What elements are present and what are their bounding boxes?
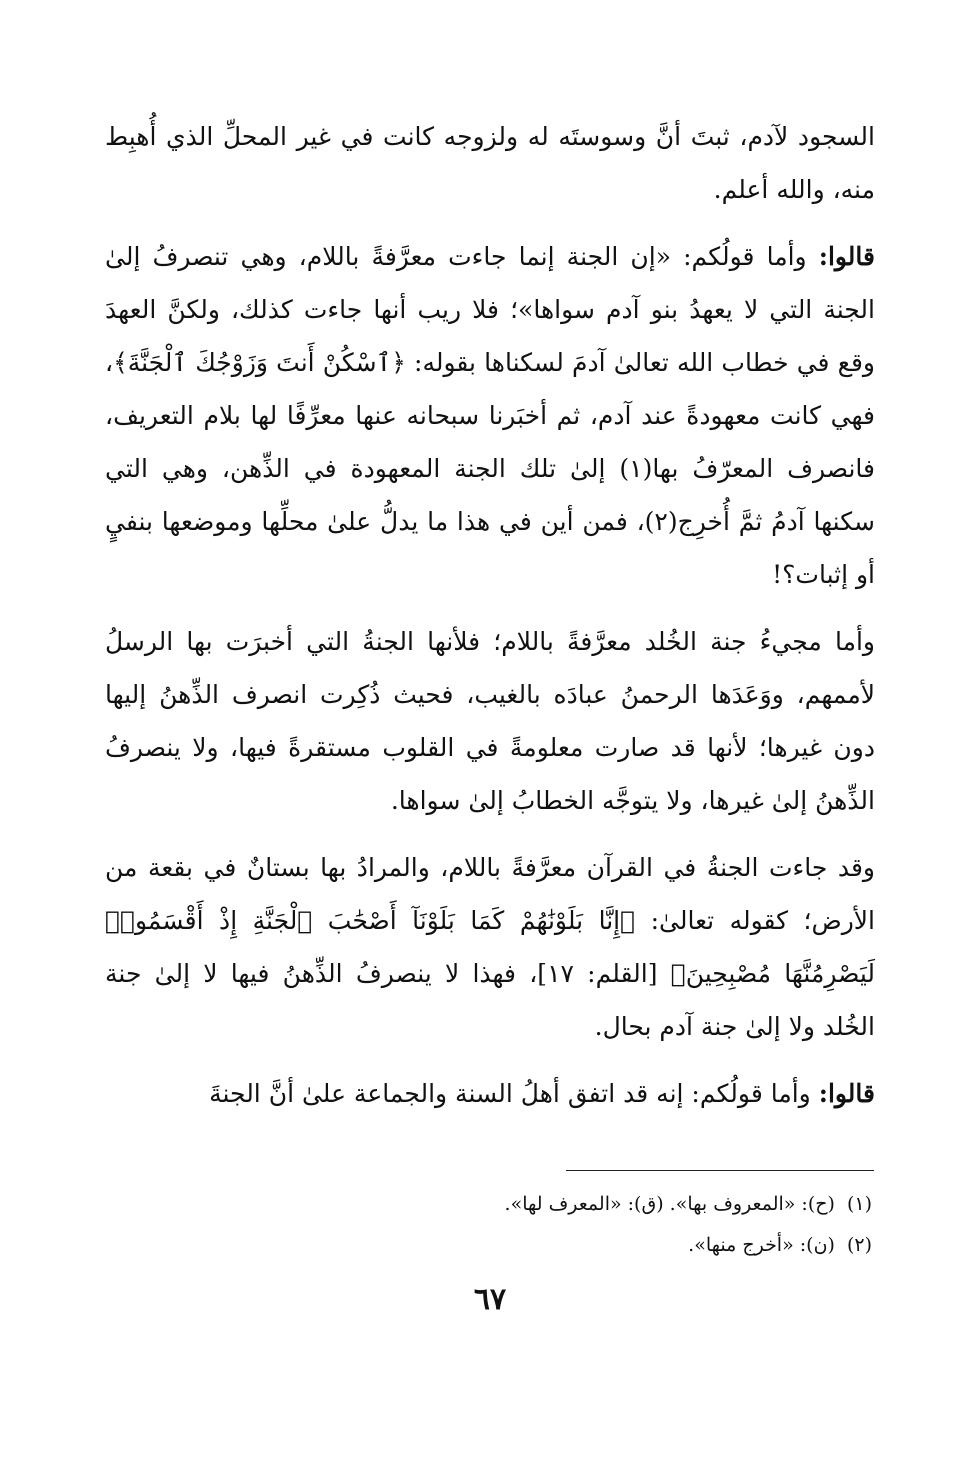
paragraph-text: وأما مجيءُ جنة الخُلد معرَّفةً باللام؛ فلأنها الجنةُ التي أخبرَت بها الرسلُ لأممهم، ووَعَدَها الرحمنُ عبادَه بالغيب، فحيث ذُكِرت انصرف الذِّهنُ إليها دون غيرها؛ لأنها قد صارت معلومةً في القلوب مستقرةً فيها، ولا ينصرفُ الذِّهنُ إلىٰ غيرها، ولا يتوجَّه الخطابُ إلىٰ سواها. [105,627,875,815]
paragraph-4 [105,841,875,1053]
paragraph-3 [105,615,875,827]
footnote-1 [300,1184,872,1225]
paragraph-1 [105,110,875,216]
paragraph-text: وأما قولُكم: إنه قد اتفق أهلُ السنة والجماعة علىٰ أنَّ الجنةَ [209,1079,819,1108]
footnotes [300,1184,872,1266]
paragraph-text: وقد جاءت الجنةُ في القرآن معرَّفةً باللام، والمرادُ بها بستانٌ في بقعة من الأرض؛ كقوله تعالىٰ: ﴿إِنَّا بَلَوْنَٰهُمْ كَمَا بَلَوْنَآ أَصْحَٰبَ ٱلْجَنَّةِ إِذْ أَقْسَمُوا۟ لَيَصْرِمُنَّهَا مُصْبِحِينَ﴾ [القلم: ١٧]، فهذا لا ينصرفُ الذِّهنُ فيها لا إلىٰ جنة الخُلد ولا إلىٰ جنة آدم بحال. [105,853,875,1041]
footnote-number: (٢) [846,1234,872,1256]
paragraph-text: السجود لآدم، ثبتَ أنَّ وسوستَه له ولزوجه كانت في غير المحلِّ الذي أُهبِط منه، والله أعلم. [105,122,875,204]
main-text [105,110,875,1134]
paragraph-lead: قالوا: [818,1079,875,1108]
paragraph-text: وأما قولُكم: «إن الجنة إنما جاءت معرَّفةً باللام، وهي تنصرفُ إلىٰ الجنة التي لا يعهدُ بنو آدم سواها»؛ فلا ريب أنها جاءت كذلك، ولكنَّ العهدَ وقع في خطاب الله تعالىٰ آدمَ لسكناها بقوله: ﴿ٱسْكُنْ أَنتَ وَزَوْجُكَ ٱلْجَنَّةَ﴾، فهي كانت معهودةً عند آدم، ثم أخبَرنا سبحانه عنها معرِّفًا لها بلام التعريف، فانصرف المعرّفُ بها(١) إلىٰ تلك الجنة المعهودة في الذِّهن، وهي التي سكنها آدمُ ثمَّ أُخرِج(٢)، فمن أين في هذا ما يدلُّ علىٰ محلِّها وموضعها بنفيٍ أو إثبات؟! [105,242,875,589]
footnote-text: (ن): «أخرج منها». [688,1234,835,1256]
paragraph-5 [105,1067,875,1120]
footnote-2 [300,1225,872,1266]
footnote-text: (ح): «المعروف بها». (ق): «المعرف لها». [504,1193,835,1215]
footnote-number: (١) [846,1193,872,1215]
page-number: ٦٧ [473,1282,507,1317]
paragraph-2 [105,230,875,601]
paragraph-lead: قالوا: [818,242,875,271]
footnote-separator [566,1170,874,1171]
